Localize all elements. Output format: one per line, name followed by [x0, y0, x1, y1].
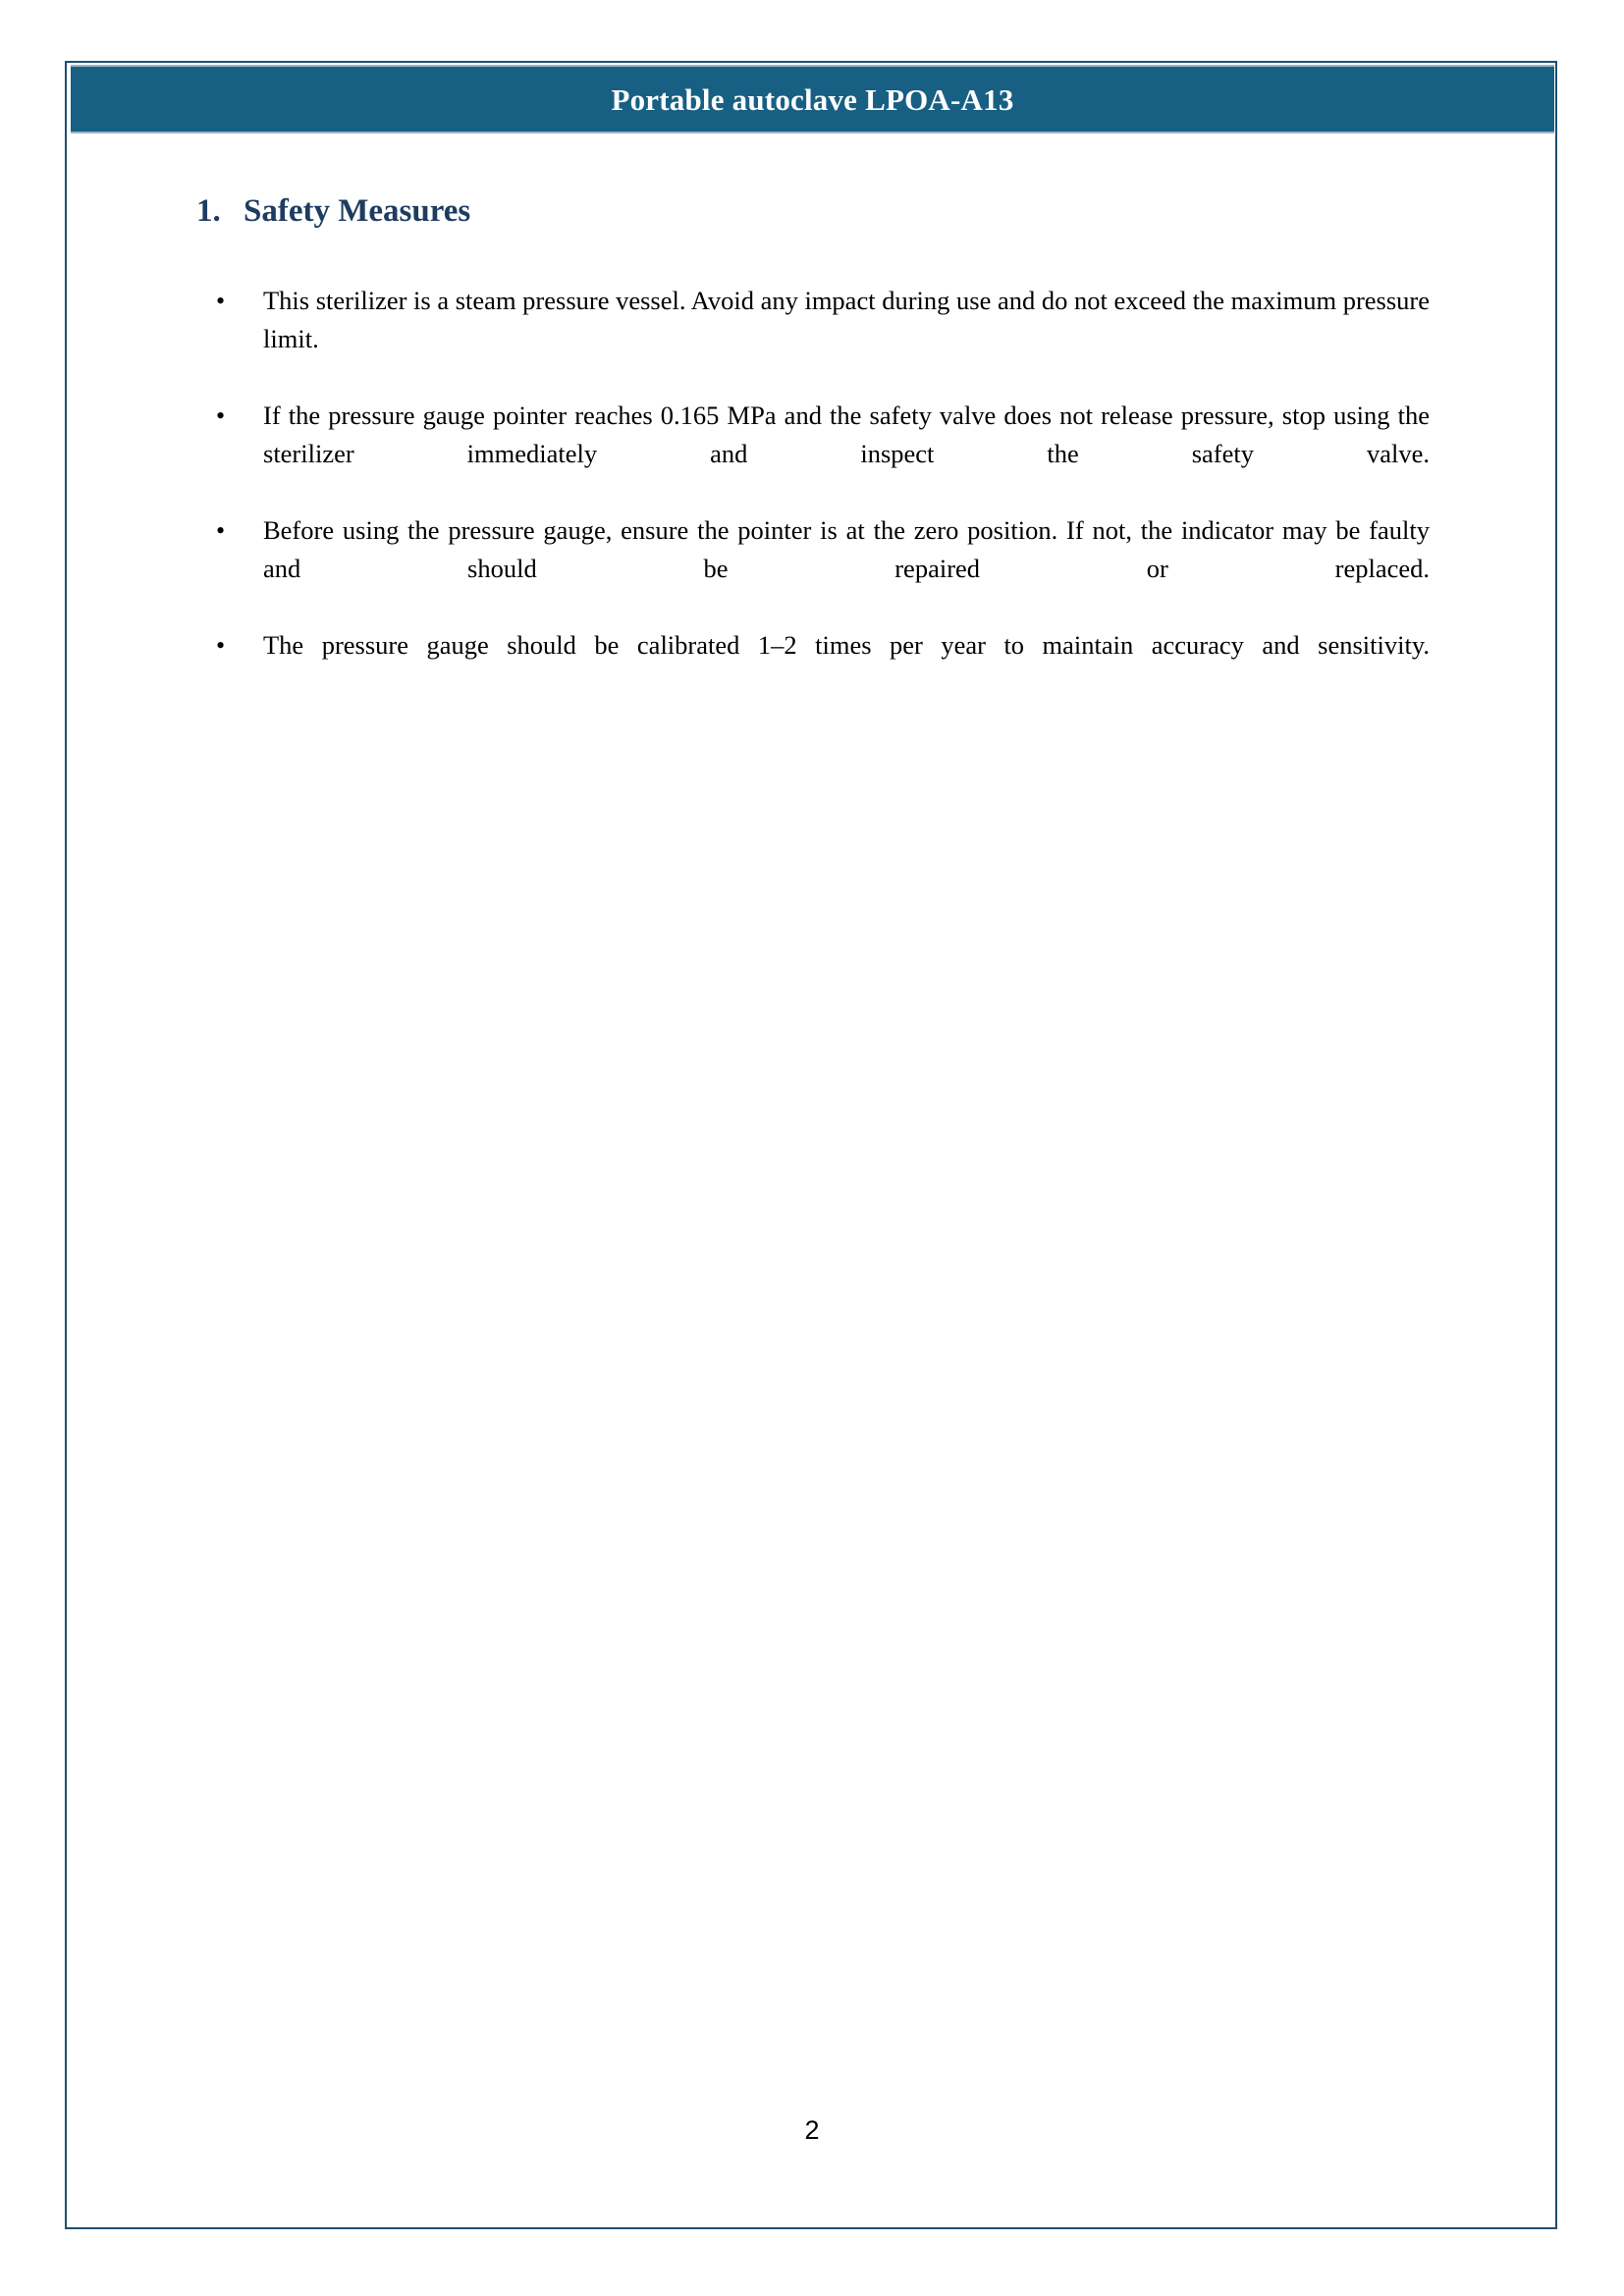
list-item	[196, 511, 1430, 626]
bullet-icon: •	[216, 287, 226, 315]
safety-measures-list	[196, 282, 1430, 703]
list-item	[196, 626, 1430, 703]
list-item	[196, 282, 1430, 397]
list-item-text: If the pressure gauge pointer reaches 0.165 MPa and the safety valve does not release pressure, stop using the sterilizer immediately and inspect the safety valve.	[263, 400, 1430, 468]
bullet-icon: •	[216, 401, 226, 430]
section-title: Safety Measures	[244, 193, 471, 229]
section-heading	[196, 193, 470, 231]
document-title: Portable autoclave LPOA-A13	[611, 81, 1014, 117]
list-item	[196, 397, 1430, 511]
bullet-icon: •	[216, 516, 226, 545]
list-item-text: The pressure gauge should be calibrated 1–2 times per year to maintain accuracy and sensitivity.	[263, 630, 1430, 660]
section-number: 1.	[196, 193, 221, 229]
list-item-text: Before using the pressure gauge, ensure the pointer is at the zero position. If not, the indicator may be faulty and should be repaired or replaced.	[263, 515, 1430, 583]
list-item-text: This sterilizer is a steam pressure vessel. Avoid any impact during use and do not exceed the maximum pressure limit.	[263, 286, 1431, 353]
page-number: 2	[804, 2115, 820, 2145]
bullet-icon: •	[216, 631, 226, 660]
